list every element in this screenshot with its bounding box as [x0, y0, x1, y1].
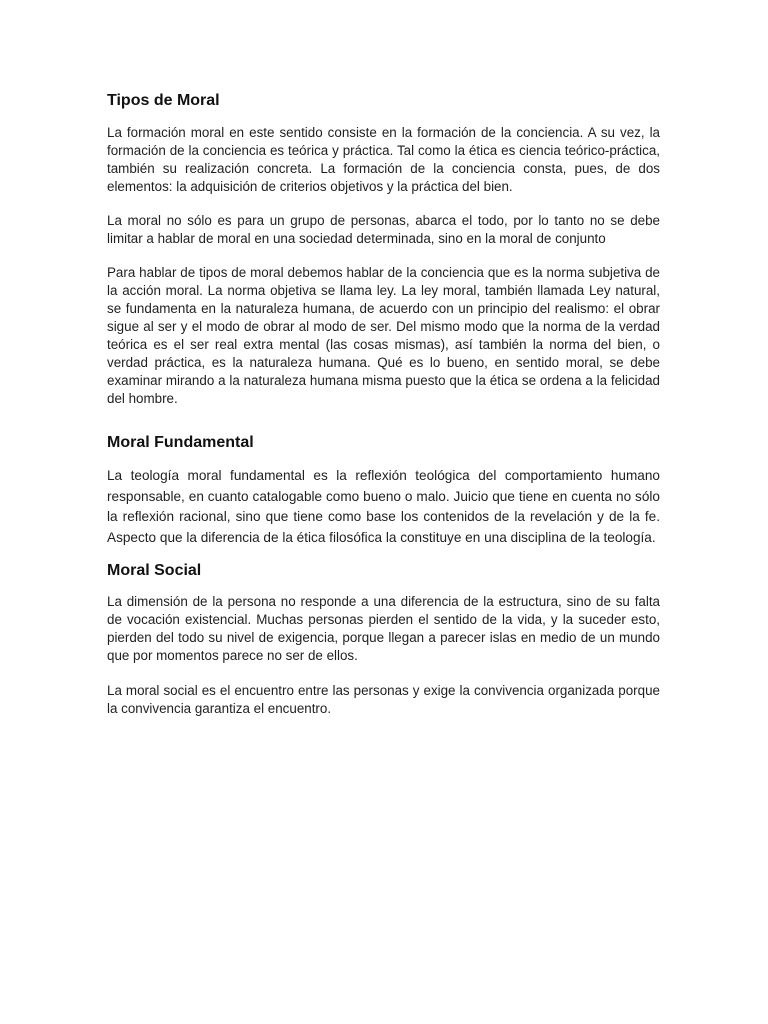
paragraph: La dimensión de la persona no responde a una diferencia de la estructura, sino de su falta de vocación existencial. Muchas personas pierden el sentido de la vida, y la suceder esto, pierden del todo su nivel de exigencia, porque llegan a parecer islas en medio de un mundo que por momentos parece no ser de ellos. [107, 594, 660, 663]
document-page [107, 92, 660, 735]
paragraph: La formación moral en este sentido consiste en la formación de la conciencia. A su vez, la formación de la conciencia es teórica y práctica. Tal como la ética es ciencia teórico-práctica, también su realización concreta. La formación de la conciencia consta, pues, de dos elementos: la adquisición de criterios objetivos y la práctica del bien. [107, 125, 660, 194]
section-heading: Tipos de Moral [107, 92, 220, 109]
section-moral-fundamental [107, 434, 660, 548]
section-moral-social [107, 562, 660, 718]
paragraph: Para hablar de tipos de moral debemos hablar de la conciencia que es la norma subjetiva de la acción moral. La norma objetiva se llama ley. La ley moral, también llamada Ley natural, se fundamenta en la naturaleza humana, de acuerdo con un principio del realismo: el obrar sigue al ser y el modo de obrar al modo de ser. Del mismo modo que la norma de la verdad teórica es el ser real extra mental (las cosas mismas), así también la norma del bien, o verdad práctica, es la naturaleza humana. Qué es lo bueno, en sentido moral, se debe examinar mirando a la naturaleza humana misma puesto que la ética se ordena a la felicidad del hombre. [107, 265, 660, 406]
paragraph: La teología moral fundamental es la reflexión teológica del comportamiento humano responsable, en cuanto catalogable como bueno o malo. Juicio que tiene en cuenta no sólo la reflexión racional, sino que tiene como base los contenidos de la revelación y de la fe. Aspecto que la diferencia de la ética filosófica la constituye en una disciplina de la teología. [107, 468, 660, 545]
paragraph: La moral social es el encuentro entre las personas y exige la convivencia organizada porque la convivencia garantiza el encuentro. [107, 683, 660, 716]
section-heading: Moral Fundamental [107, 434, 254, 451]
section-tipos-de-moral [107, 92, 660, 408]
paragraph: La moral no sólo es para un grupo de personas, abarca el todo, por lo tanto no se debe limitar a hablar de moral en una sociedad determinada, sino en la moral de conjunto [107, 213, 660, 246]
section-heading: Moral Social [107, 562, 202, 579]
